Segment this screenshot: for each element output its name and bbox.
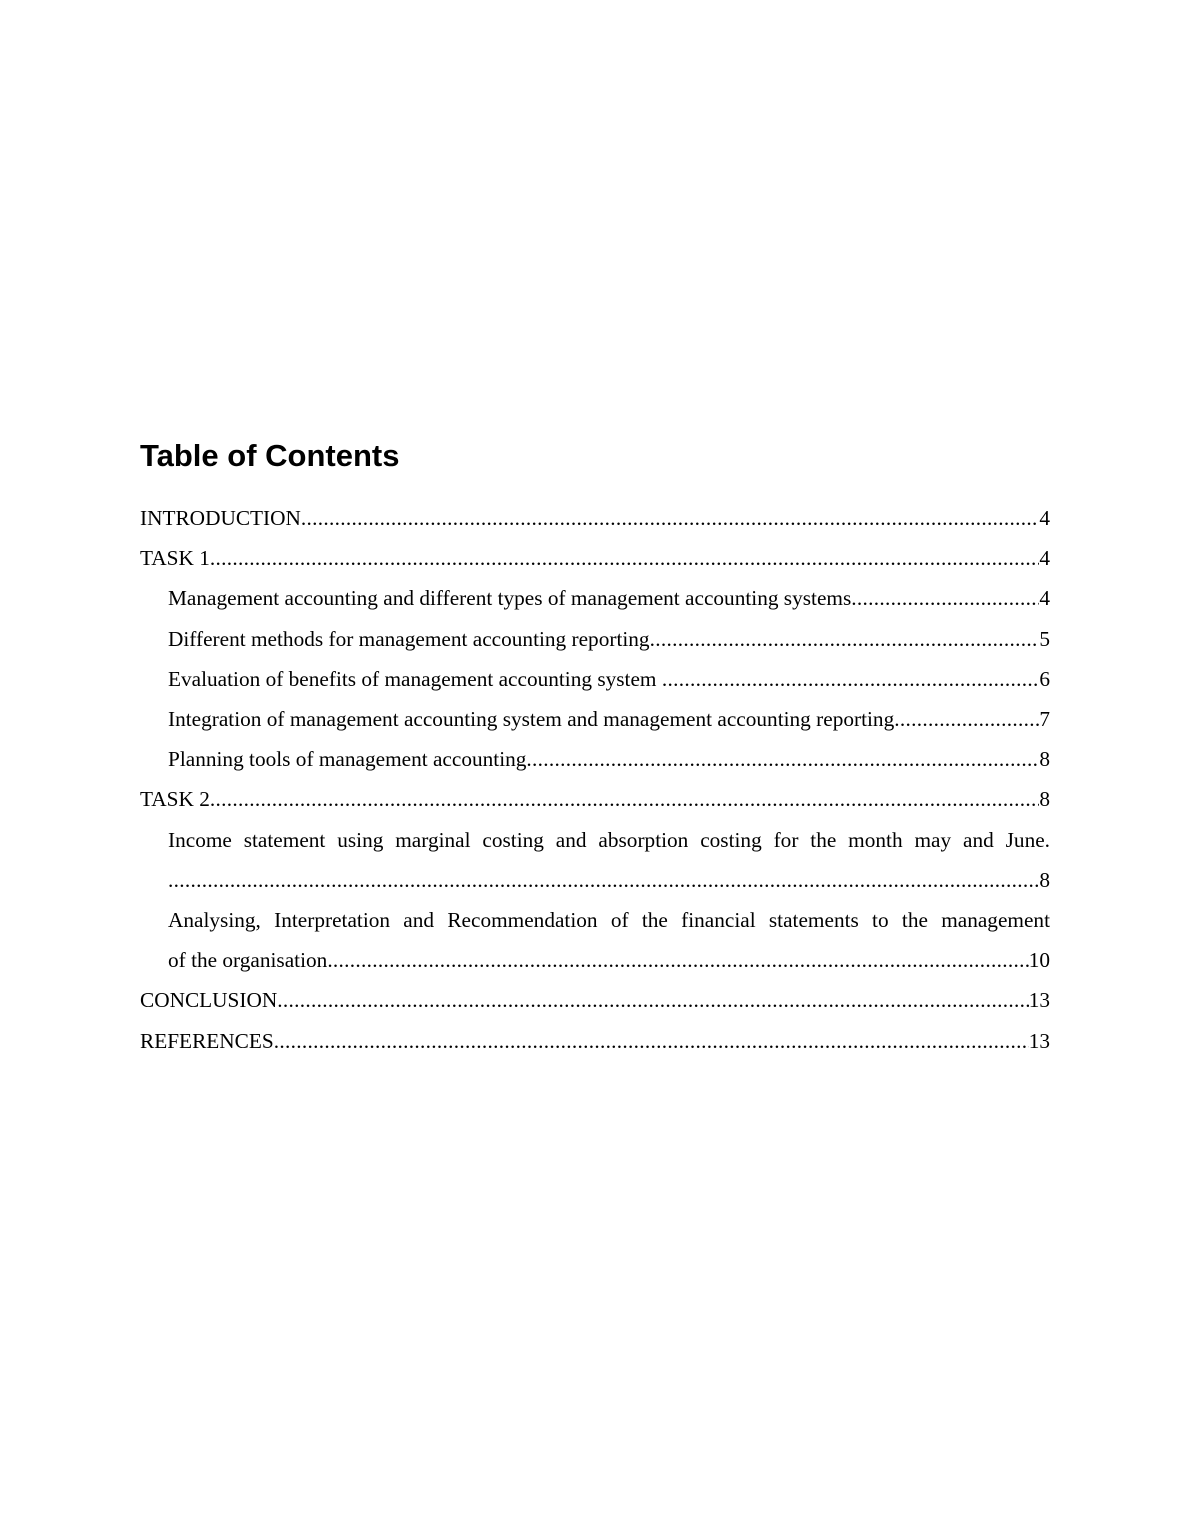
dot-leader	[301, 498, 1039, 538]
toc-entry-label: Management accounting and different types of management accounting systems	[168, 586, 852, 611]
toc-entry-label: Planning tools of management accounting	[168, 747, 527, 772]
dot-leader	[650, 619, 1040, 659]
toc-entry-task-2[interactable]	[140, 779, 1050, 819]
dot-leader	[662, 659, 1040, 699]
toc-page-number: 4	[1039, 506, 1050, 530]
toc-entry-label: Integration of management accounting system and management accounting reporting	[168, 707, 895, 732]
toc-heading: Table of Contents	[140, 438, 400, 473]
toc-entry-label: Income statement using marginal costing and absorption costing for the month may and June.	[168, 827, 1050, 852]
toc-entry-conclusion[interactable]	[140, 980, 1050, 1020]
dot-leader	[327, 940, 1028, 980]
toc-entry-analysing-interpretation[interactable]	[140, 900, 1050, 980]
toc-entry-label: REFERENCES	[140, 1028, 274, 1053]
toc-entry-task-1[interactable]	[140, 538, 1050, 578]
toc-entry-label: TASK 1	[140, 546, 210, 571]
toc-entry-label-continued: of the organisation	[168, 948, 328, 973]
toc-page-number: 7	[1039, 707, 1050, 732]
dot-leader	[851, 578, 1039, 618]
dot-leader	[210, 538, 1039, 578]
toc-entry-management-accounting-systems[interactable]	[140, 578, 1050, 618]
toc-page-number: 13	[1028, 1028, 1050, 1053]
dot-leader	[526, 739, 1039, 779]
toc-entry-label: CONCLUSION	[140, 988, 278, 1013]
toc-page-number: 13	[1028, 988, 1050, 1013]
toc-entry-label: Evaluation of benefits of management accounting system	[168, 666, 662, 691]
toc-page-number: 4	[1039, 586, 1050, 611]
toc-entry-references[interactable]	[140, 1021, 1050, 1061]
toc-entry-label: Different methods for management accounting reporting	[168, 626, 650, 651]
toc-entry-evaluation-of-benefits[interactable]	[140, 659, 1050, 699]
toc-entry-label: Analysing, Interpretation and Recommendation of the financial statements to the management	[168, 908, 1050, 933]
toc-entry-reporting-methods[interactable]	[140, 619, 1050, 659]
toc-page-number: 4	[1039, 546, 1050, 571]
toc-entry-label: INTRODUCTION	[140, 506, 301, 530]
toc-entry-continuation	[168, 940, 1050, 980]
toc-page-number: 5	[1039, 626, 1050, 651]
toc-page-number: 8	[1039, 747, 1050, 772]
toc-page-number: 6	[1039, 666, 1050, 691]
dot-leader	[210, 779, 1039, 819]
toc-entry-integration[interactable]	[140, 699, 1050, 739]
toc-entry-label: TASK 2	[140, 787, 210, 812]
toc-entry-introduction[interactable]	[140, 498, 1050, 538]
table-of-contents	[140, 498, 1050, 1061]
toc-page-number: 8	[1039, 787, 1050, 812]
toc-entry-income-statement[interactable]	[140, 820, 1050, 900]
dot-leader	[274, 1021, 1029, 1061]
dot-leader	[277, 980, 1028, 1020]
toc-page-number: 10	[1028, 948, 1050, 973]
dot-leader	[168, 860, 1039, 900]
toc-entry-continuation	[168, 860, 1050, 900]
toc-page-number: 8	[1039, 867, 1050, 892]
toc-entry-planning-tools[interactable]	[140, 739, 1050, 779]
dot-leader	[894, 699, 1039, 739]
